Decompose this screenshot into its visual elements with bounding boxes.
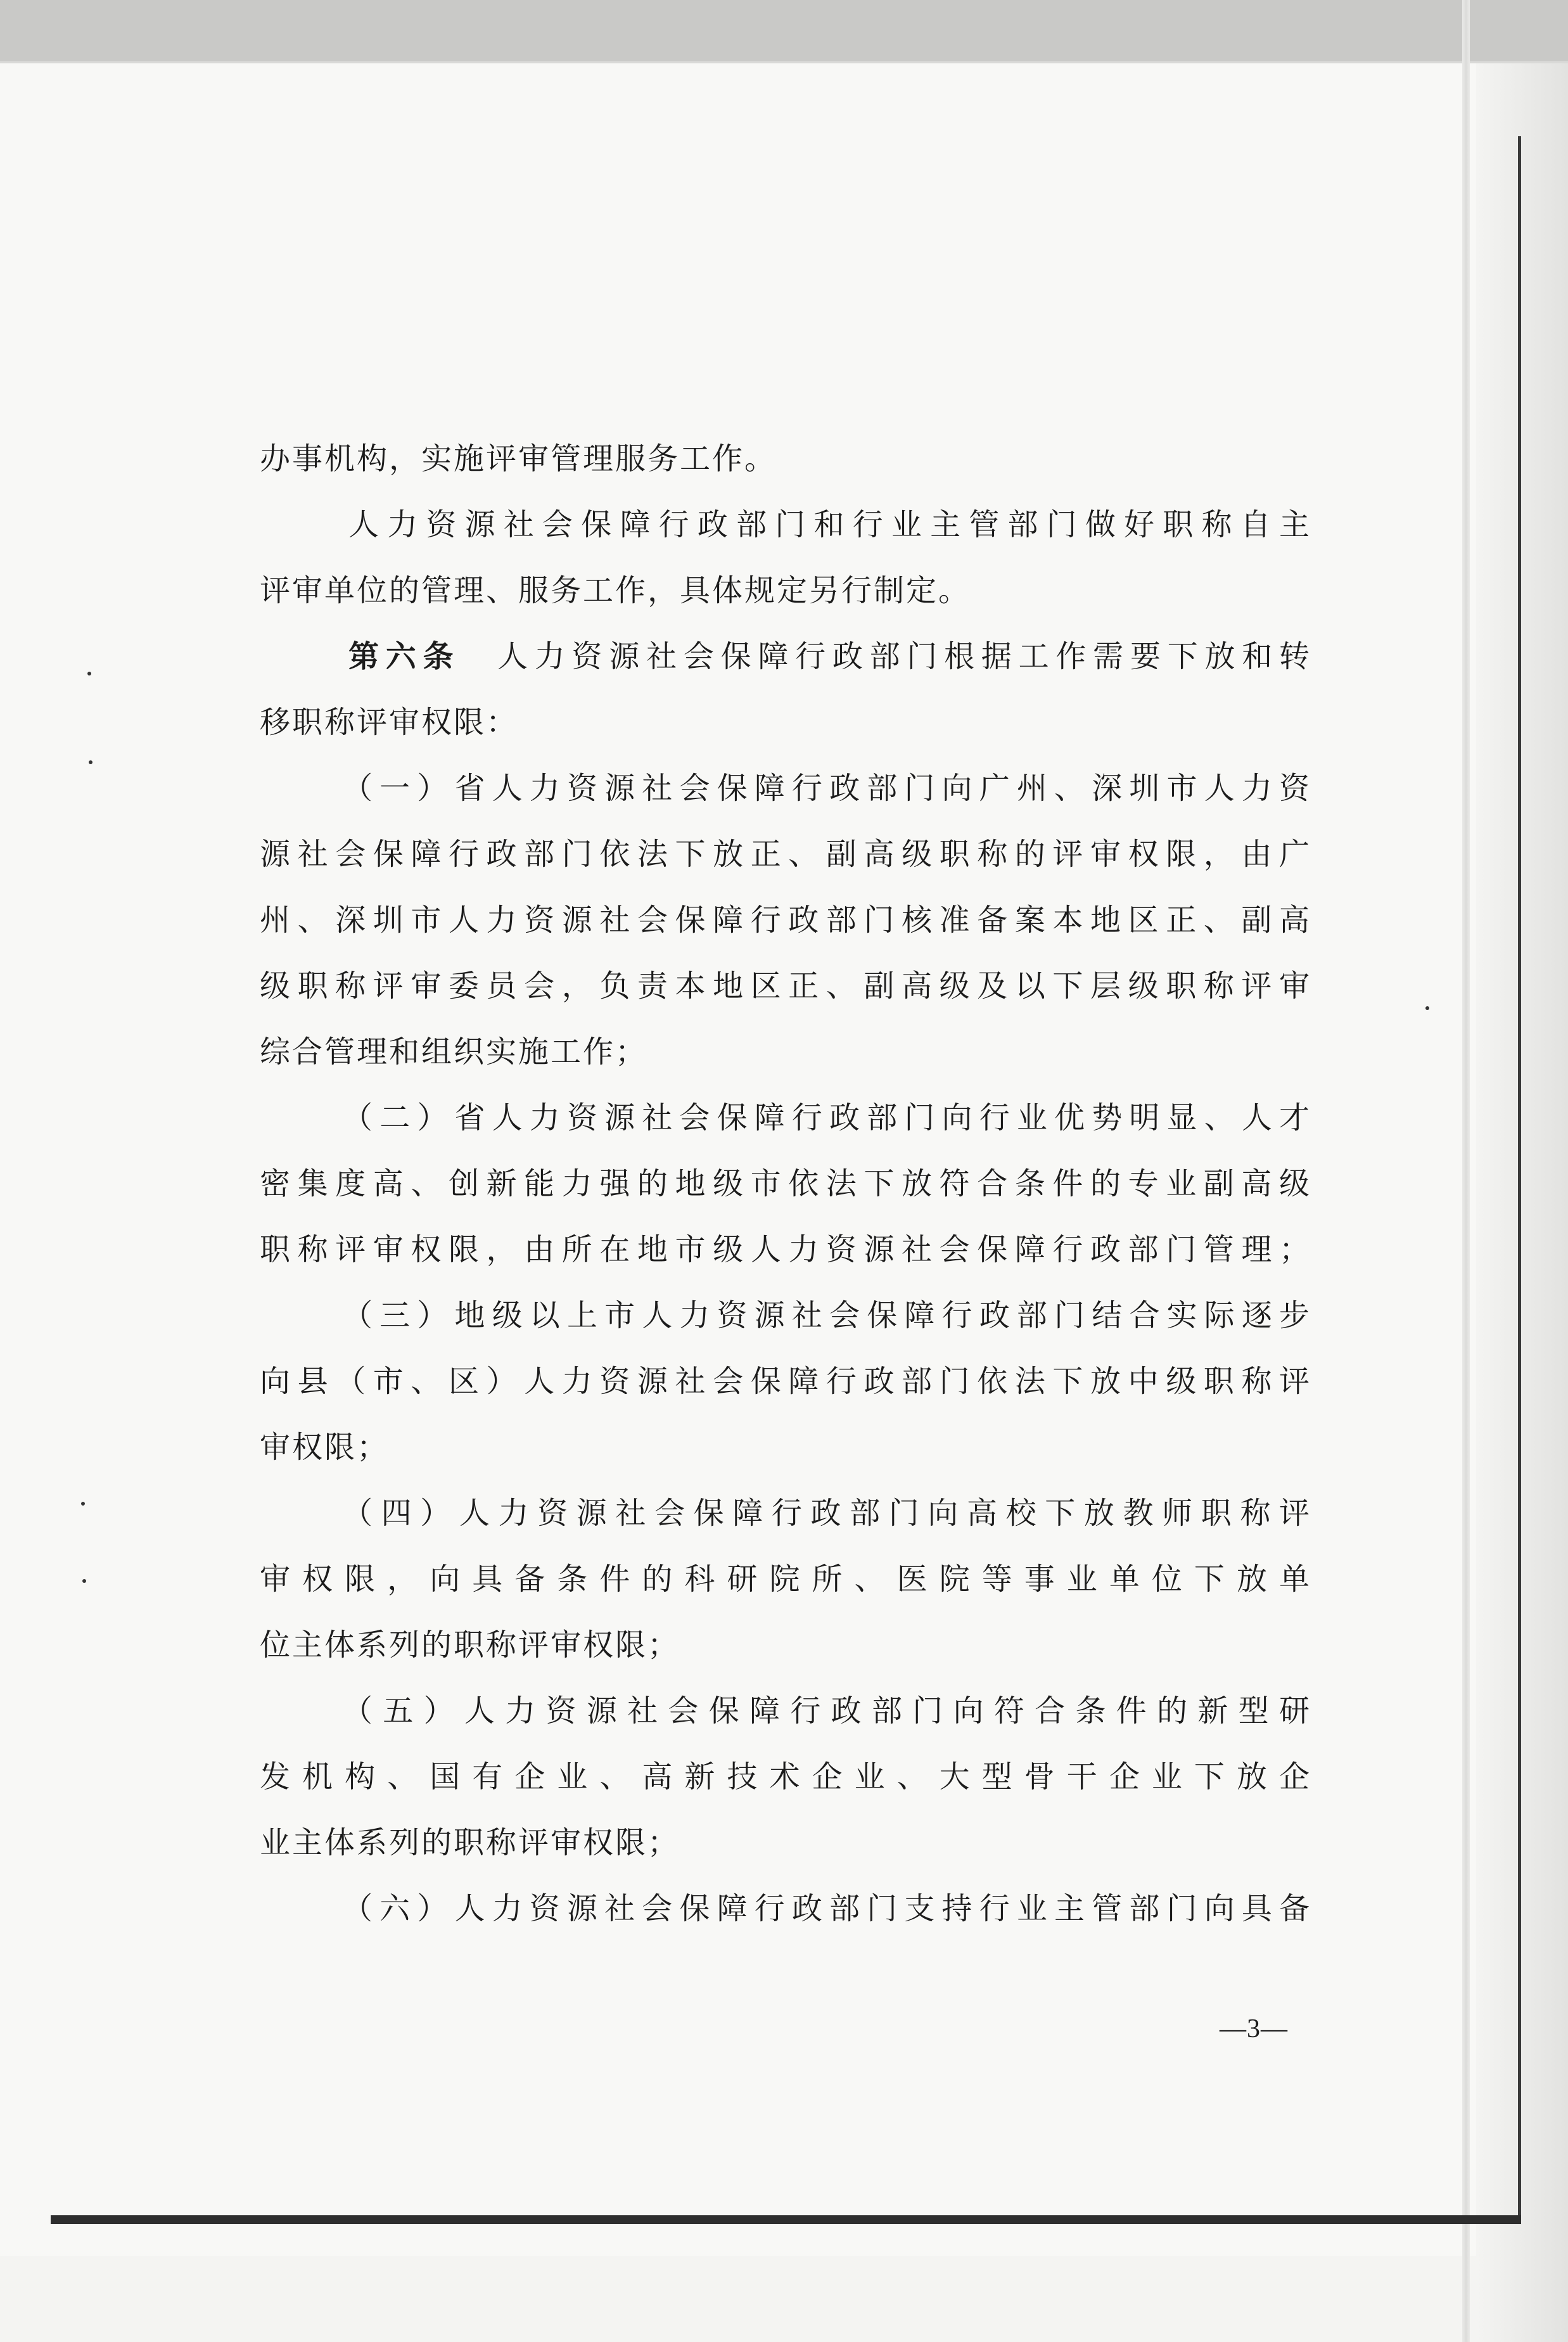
- text-line: （三）地级以上市人力资源社会保障行政部门结合实际逐步: [342, 1298, 1311, 1333]
- text-line: 密集度高、创新能力强的地级市依法下放符合条件的专业副高级: [260, 1166, 1311, 1201]
- page-number: —3—: [1220, 2014, 1288, 2044]
- document-body: [260, 426, 1311, 1942]
- text-span: [460, 639, 492, 674]
- text-line: （一）省人力资源社会保障行政部门向广州、深圳市人力资: [342, 771, 1311, 806]
- article-six-line: [260, 624, 1311, 689]
- scan-top-band: [0, 0, 1568, 63]
- text-line: （四）人力资源社会保障行政部门向高校下放教师职称评: [342, 1495, 1311, 1531]
- text-line: 业主体系列的职称评审权限；: [260, 1825, 680, 1860]
- text-line: 审权限，向具备条件的科研院所、医院等事业单位下放单: [260, 1561, 1311, 1597]
- page-border-bottom: [51, 2215, 1521, 2224]
- text-line: 发机构、国有企业、高新技术企业、大型骨干企业下放企: [260, 1759, 1311, 1795]
- scan-right-edge: [1476, 63, 1568, 2342]
- text-line: 职称评审权限，由所在地市级人力资源社会保障行政部门管理；: [260, 1232, 1311, 1267]
- article-label: 第六条: [348, 639, 461, 674]
- text-span: 人力资源社会保障行政部门根据工作需要下放和转: [492, 639, 1311, 674]
- text-line: 办事机构，实施评审管理服务工作。: [260, 441, 777, 477]
- scan-speck: [1425, 1006, 1429, 1010]
- page-border-right: [1518, 136, 1521, 2221]
- text-line: 向县（市、区）人力资源社会保障行政部门依法下放中级职称评: [260, 1364, 1311, 1399]
- text-line: 综合管理和组织实施工作；: [260, 1034, 648, 1070]
- text-line: 审权限；: [260, 1430, 390, 1465]
- text-line: 州、深圳市人力资源社会保障行政部门核准备案本地区正、副高: [260, 902, 1311, 938]
- text-line: 级职称评审委员会，负责本地区正、副高级及以下层级职称评审: [260, 968, 1311, 1004]
- text-line: 源社会保障行政部门依法下放正、副高级职称的评审权限，由广: [260, 836, 1311, 872]
- text-line: 评审单位的管理、服务工作，具体规定另行制定。: [260, 573, 971, 608]
- text-line: 移职称评审权限：: [260, 705, 519, 740]
- scan-speck: [81, 1502, 85, 1506]
- binding-mark: [1462, 0, 1470, 2342]
- text-line: （六）人力资源社会保障行政部门支持行业主管部门向具备: [342, 1891, 1311, 1926]
- text-line: （二）省人力资源社会保障行政部门向行业优势明显、人才: [342, 1100, 1311, 1136]
- text-line: （五）人力资源社会保障行政部门向符合条件的新型研: [342, 1693, 1311, 1729]
- text-line: 位主体系列的职称评审权限；: [260, 1627, 680, 1663]
- text-line: 人力资源社会保障行政部门和行业主管部门做好职称自主: [348, 507, 1311, 542]
- scan-speck: [87, 672, 91, 675]
- scan-speck: [82, 1579, 86, 1583]
- scan-speck: [89, 760, 92, 764]
